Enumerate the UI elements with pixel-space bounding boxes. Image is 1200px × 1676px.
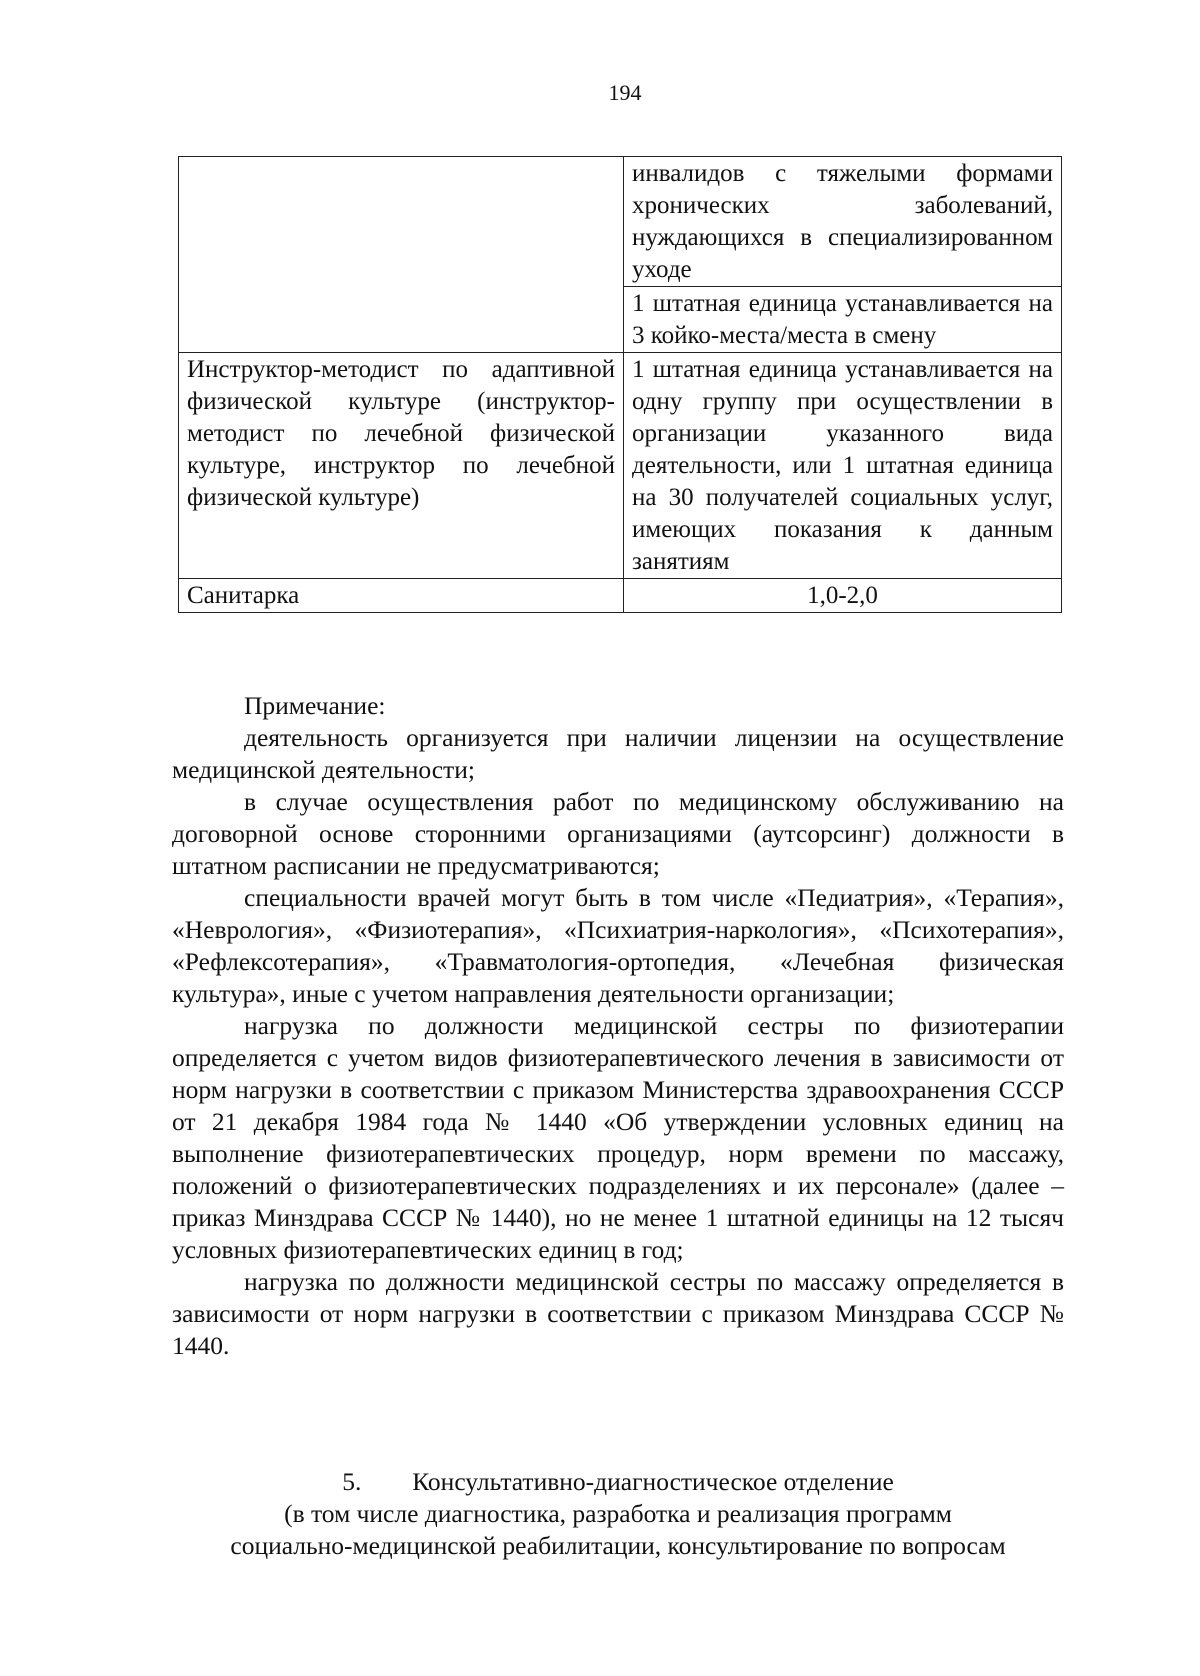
section-subtitle-line: (в том числе диагностика, разработка и реализация программ xyxy=(284,1499,952,1528)
notes-block xyxy=(172,690,1064,1362)
notes-heading: Примечание: xyxy=(244,691,386,720)
section-number: 5. xyxy=(342,1467,362,1496)
page-number: 194 xyxy=(608,80,642,105)
note-paragraph: нагрузка по должности медицинской сестры по физиотерапии определяется с учетом видов физиотерапевтического лечения в зависимости от норм нагрузки в соответствии с приказом Министерства здравоохранения СССР от 21 декабря 1984 года № 1440 «Об утверждении условных единиц на выполнение физиотерапевтических процедур, норм времени по массажу, положений о физиотерапевтических подразделениях и их персонале» (далее – приказ Минздрава СССР № 1440), но не менее 1 штатной единицы на 12 тысяч условных физиотерапевтических единиц в год; xyxy=(172,1011,1064,1264)
section-title-line xyxy=(172,1466,1064,1498)
note-paragraph: нагрузка по должности медицинской сестры по массажу определяется в зависимости от норм нагрузки в соответствии с приказом Минздрава СССР № 1440. xyxy=(172,1267,1064,1360)
staffing-table xyxy=(178,156,1062,613)
note-paragraph: деятельность организуется при наличии лицензии на осуществление медицинской деятельности; xyxy=(172,723,1064,784)
table-cell-norm: 1 штатная единица устанавливается на одну группу при осуществлении в организации указанного вида деятельности, или 1 штатная единица на 30 получателей социальных услуг, имеющих показания к данным занятиям xyxy=(624,353,1062,579)
section-subtitle-line: социально-медицинской реабилитации, консультирование по вопросам xyxy=(230,1531,1006,1560)
section-title: Консультативно-диагностическое отделение xyxy=(412,1467,894,1496)
table-cell-norm: инвалидов с тяжелыми формами хронических заболеваний, нуждающихся в специализированном уходе xyxy=(624,157,1062,287)
note-paragraph: специальности врачей могут быть в том числе «Педиатрия», «Терапия», «Неврология», «Физиотерапия», «Психиатрия-наркология», «Психотерапия», «Рефлексотерапия», «Травматология-ортопедия, «Лечебная физическая культура», иные с учетом направления деятельности организации; xyxy=(172,883,1064,1008)
table-cell-norm: 1 штатная единица устанавливается на 3 койко-места/места в смену xyxy=(624,287,1062,353)
table-cell-position: Инструктор-методист по адаптивной физической культуре (инструктор-методист по лечебной физической культуре, инструктор по лечебной физической культуре) xyxy=(179,353,624,579)
table-cell-position xyxy=(179,157,624,353)
section-heading xyxy=(172,1466,1064,1562)
note-paragraph: в случае осуществления работ по медицинскому обслуживанию на договорной основе сторонними организациями (аутсорсинг) должности в штатном расписании не предусматриваются; xyxy=(172,787,1064,880)
table-row xyxy=(179,579,1062,613)
table-row xyxy=(179,157,1062,287)
table-cell-norm: 1,0-2,0 xyxy=(624,579,1062,613)
table-cell-position: Санитарка xyxy=(179,579,624,613)
table-row xyxy=(179,353,1062,579)
